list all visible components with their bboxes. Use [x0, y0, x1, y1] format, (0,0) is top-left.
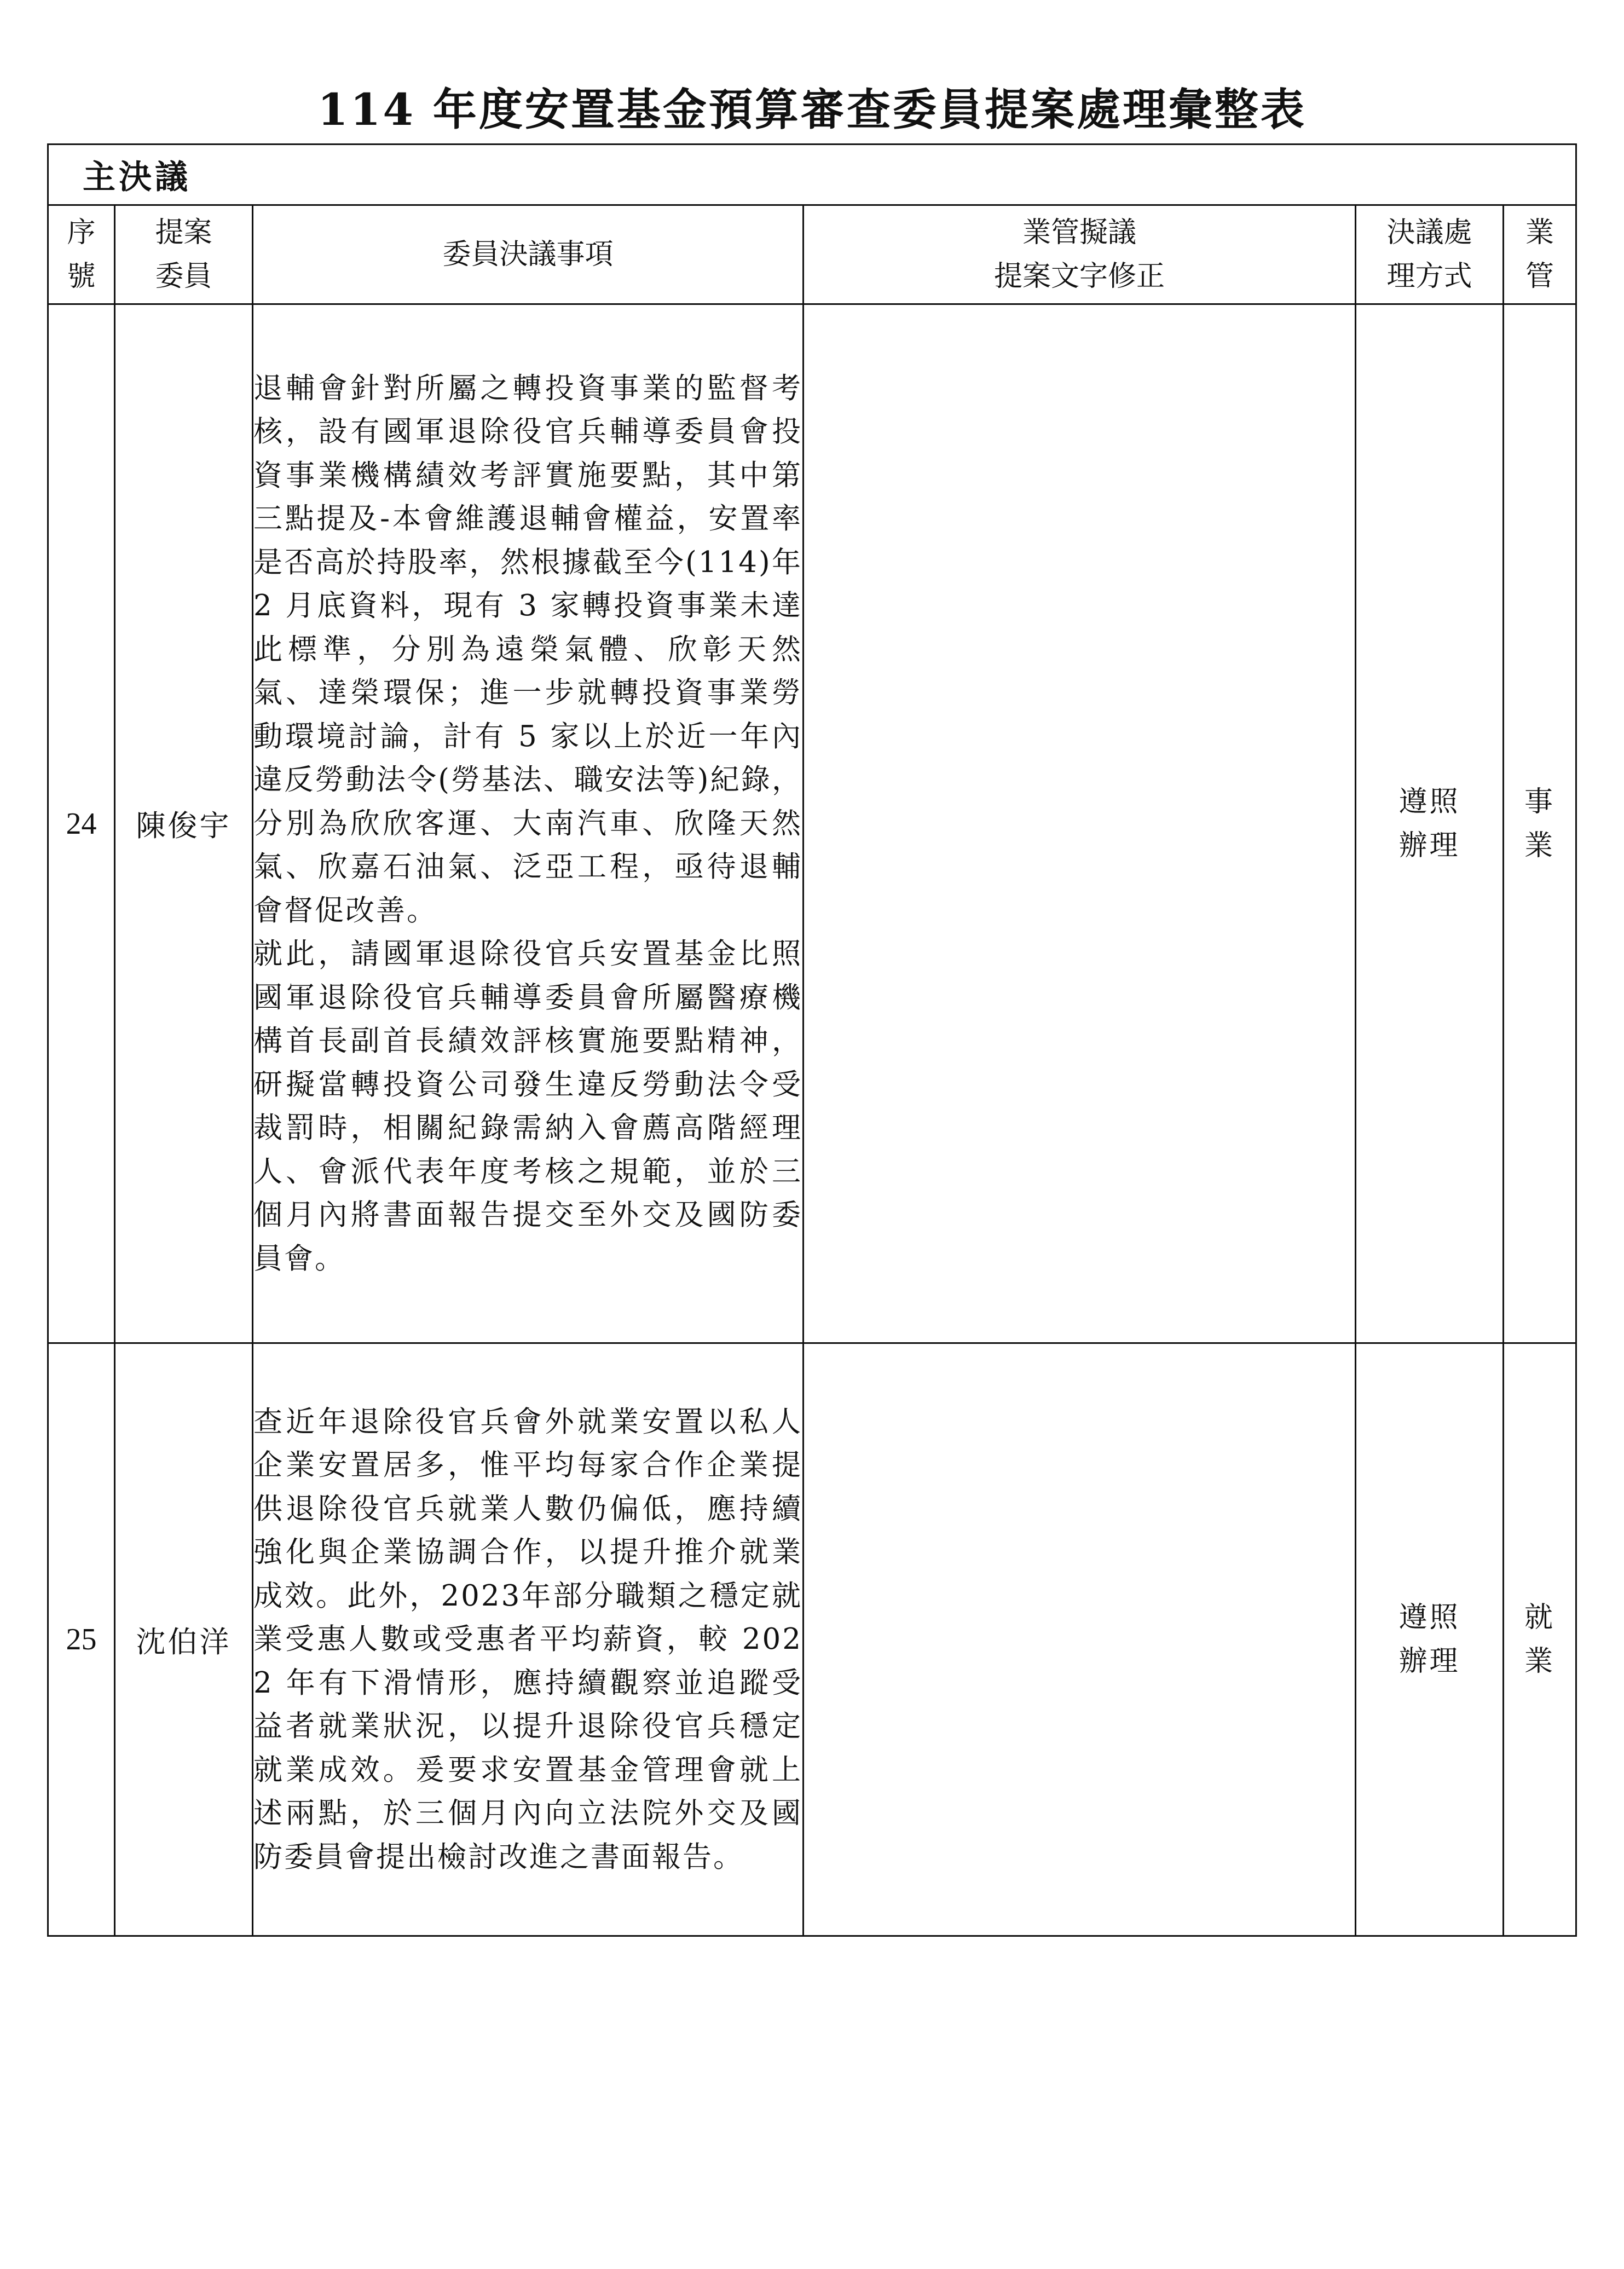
- table-header-row: [48, 205, 1576, 304]
- header-seq: 序 號: [48, 205, 115, 304]
- section-row: [48, 145, 1576, 205]
- row-seq: 25: [48, 1343, 115, 1936]
- table-row: [48, 1343, 1576, 1936]
- header-dept: 業 管: [1504, 205, 1576, 304]
- section-label: 主決議: [48, 145, 1576, 205]
- row-seq: 24: [48, 304, 115, 1343]
- header-handling: 決議處 理方式: [1356, 205, 1504, 304]
- row-handling: 遵照 辦理: [1356, 304, 1504, 1343]
- row-suggestion: [804, 1343, 1356, 1936]
- row-resolution: 查近年退除役官兵會外就業安置以私人企業安置居多，惟平均每家合作企業提供退除役官兵就業人數仍偏低，應持續強化與企業協調合作，以提升推介就業成效。此外，2023年部分職類之穩定就業受惠人數或受惠者平均薪資，較 2022 年有下滑情形，應持續觀察並追蹤受益者就業狀況，以提升退除役官兵穩定就業成效。爰要求安置基金管理會就上述兩點，於三個月內向立法院外交及國防委員會提出檢討改進之書面報告。: [253, 1343, 804, 1936]
- header-proposer: 提案 委員: [115, 205, 253, 304]
- row-proposer: 陳俊宇: [115, 304, 253, 1343]
- table-row: [48, 304, 1576, 1343]
- row-dept: 就 業: [1504, 1343, 1576, 1936]
- header-resolution: 委員決議事項: [253, 205, 804, 304]
- row-dept: 事 業: [1504, 304, 1576, 1343]
- page-title: 114 年度安置基金預算審查委員提案處理彙整表: [317, 84, 1307, 135]
- row-resolution: 退輔會針對所屬之轉投資事業的監督考核，設有國軍退除役官兵輔導委員會投資事業機構績效考評實施要點，其中第三點提及-本會維護退輔會權益，安置率是否高於持股率，然根據截至今(114)年 2 月底資料，現有 3 家轉投資事業未達此標準，分別為遠榮氣體、欣彰天然氣、達榮環保；進一步就轉投資事業勞動環境討論，計有 5 家以上於近一年內違反勞動法令(勞基法、職安法等)紀錄，分別為欣欣客運、大南汽車、欣隆天然氣、欣嘉石油氣、泛亞工程，亟待退輔會督促改善。 就此，請國軍退除役官兵安置基金比照國軍退除役官兵輔導委員會所屬醫療機構首長副首長績效評核實施要點精神，研擬當轉投資公司發生違反勞動法令受裁罰時，相關紀錄需納入會薦高階經理人、會派代表年度考核之規範，並於三個月內將書面報告提交至外交及國防委員會。: [253, 304, 804, 1343]
- row-proposer: 沈伯洋: [115, 1343, 253, 1936]
- row-handling: 遵照 辦理: [1356, 1343, 1504, 1936]
- header-suggestion: 業管擬議 提案文字修正: [804, 205, 1356, 304]
- proposal-table: [47, 143, 1577, 1937]
- row-suggestion: [804, 304, 1356, 1343]
